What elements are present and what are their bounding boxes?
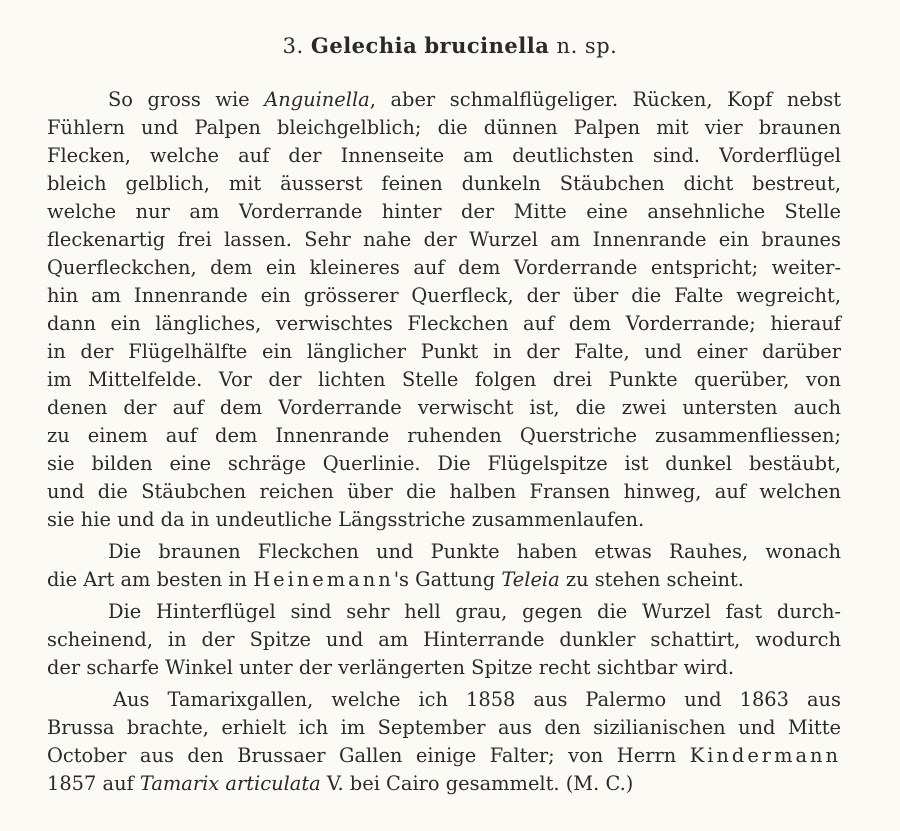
text-line: Die braunen Fleckchen und Punkte haben etwas Rauhes, wonach bbox=[108, 540, 841, 563]
text-line: welche nur am Vorderrande hinter der Mitte eine ansehnliche Stelle bbox=[47, 200, 841, 223]
text-line: October aus den Brussaer Gallen einige Falter; von Herrn Kindermann bbox=[47, 744, 841, 767]
text-line: dann ein längliches, verwischtes Fleckchen auf dem Vorderrande; hierauf bbox=[47, 312, 841, 335]
text-line: scheinend, in der Spitze und am Hinterrande dunkler schattirt, wodurch bbox=[47, 628, 841, 651]
text-line: Die Hinterflügel sind sehr hell grau, gegen die Wurzel fast durch- bbox=[108, 600, 841, 623]
text-line: Brussa brachte, erhielt ich im September aus den sizilianischen und Mitte bbox=[47, 716, 841, 739]
text-line: im Mittelfelde. Vor der lichten Stelle folgen drei Punkte querüber, von bbox=[47, 368, 841, 391]
text-line: bleich gelblich, mit äusserst feinen dunkeln Stäubchen dicht bestreut, bbox=[47, 172, 841, 195]
text-line: Aus Tamarixgallen, welche ich 1858 aus Palermo und 1863 aus bbox=[113, 688, 841, 711]
text-line: sie hie und da in undeutliche Längsstriche zusammenlaufen. bbox=[47, 508, 645, 531]
species-heading bbox=[0, 33, 900, 58]
collector-name: Kindermann bbox=[689, 744, 841, 767]
text-line: in der Flügelhälfte ein länglicher Punkt in der Falte, und einer darüber bbox=[47, 340, 841, 363]
text-line: fleckenartig frei lassen. Sehr nahe der Wurzel am Innenrande ein braunes bbox=[47, 228, 841, 251]
text-line: denen der auf dem Vorderrande verwischt ist, die zwei untersten auch bbox=[47, 396, 841, 419]
text-line: zu einem auf dem Innenrande ruhenden Querstriche zusammenfliessen; bbox=[47, 424, 841, 447]
text-line: der scharfe Winkel unter der verlängerten Spitze recht sichtbar wird. bbox=[47, 656, 735, 679]
text-line: die Art am besten in Heinemann's Gattung Teleia zu stehen scheint. bbox=[47, 568, 744, 591]
heading-genus: Gelechia bbox=[310, 33, 418, 58]
text-line: hin am Innenrande ein grösserer Querfleck, der über die Falte wegreicht, bbox=[47, 284, 841, 307]
heading-suffix: n. sp. bbox=[556, 34, 618, 58]
text-line: Flecken, welche auf der Innenseite am deutlichsten sind. Vorderflügel bbox=[47, 144, 841, 167]
author-name: Heinemann bbox=[253, 568, 394, 591]
text-line: 1857 auf Tamarix articulata V. bei Cairo gesammelt. (M. C.) bbox=[47, 772, 634, 795]
text-line: Fühlern und Palpen bleichgelblich; die dünnen Palpen mit vier braunen bbox=[47, 116, 841, 139]
text-line: sie bilden eine schräge Querlinie. Die Flügelspitze ist dunkel bestäubt, bbox=[47, 452, 841, 475]
heading-species: brucinella bbox=[424, 33, 550, 58]
text-line: und die Stäubchen reichen über die halben Fransen hinweg, auf welchen bbox=[47, 480, 841, 503]
text-line: So gross wie Anguinella, aber schmalflügeliger. Rücken, Kopf nebst bbox=[108, 88, 841, 111]
text-line: Querfleckchen, dem ein kleineres auf dem Vorderrande entspricht; weiter- bbox=[47, 256, 841, 279]
heading-number: 3. bbox=[282, 34, 304, 58]
